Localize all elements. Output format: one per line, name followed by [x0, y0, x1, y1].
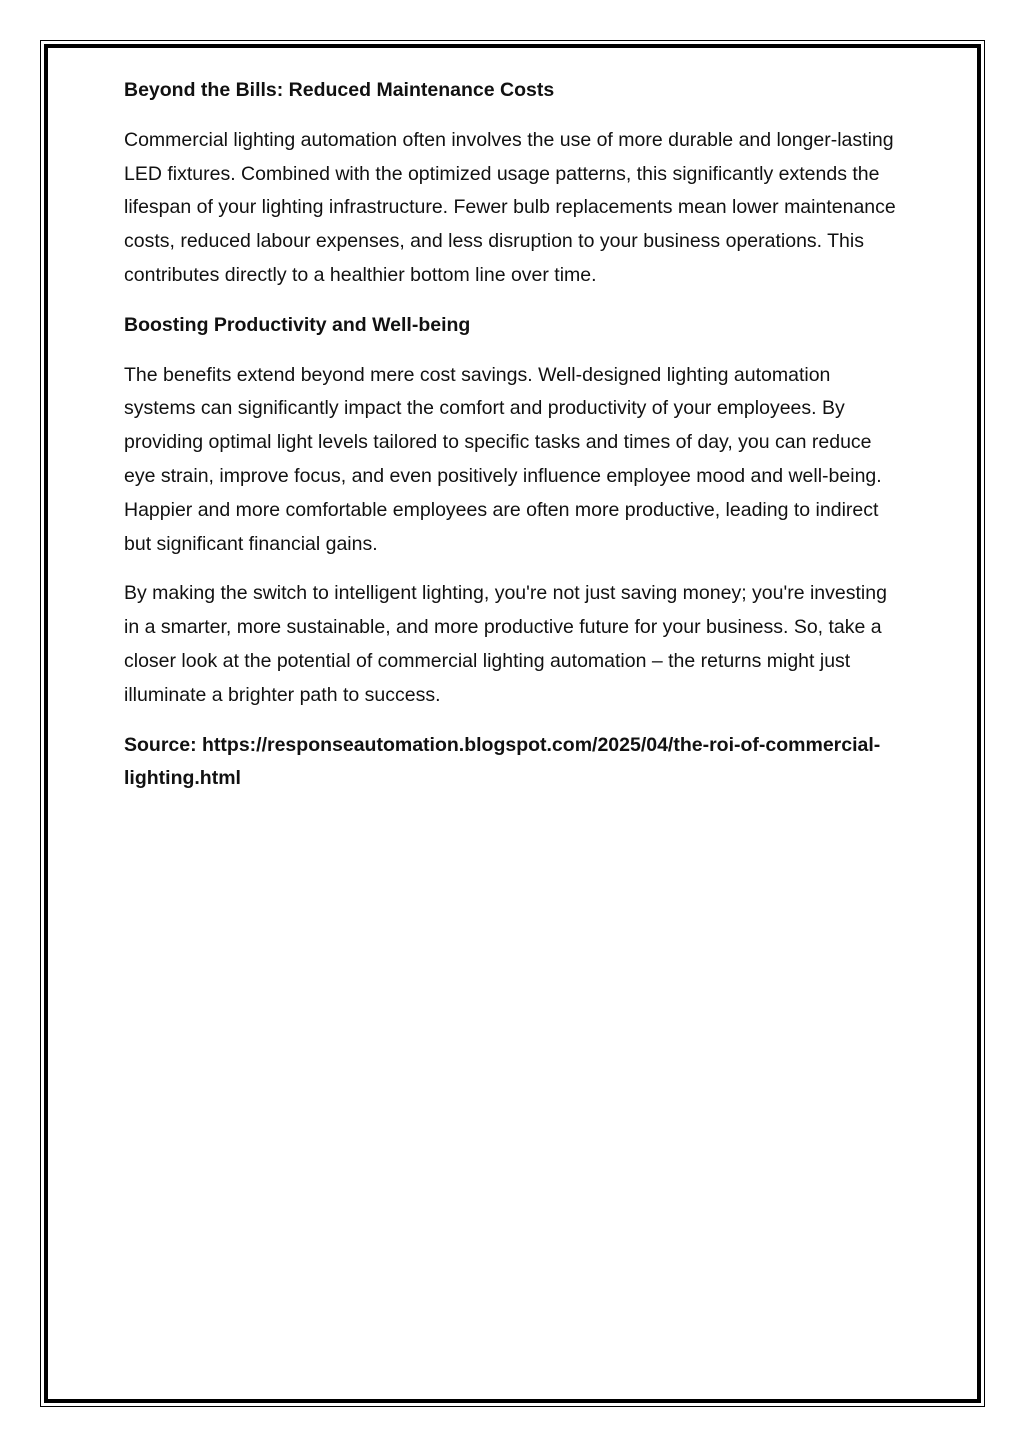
paragraph-maintenance: Commercial lighting automation often involves the use of more durable and longer-lasting LED fixtures. Combined with the optimized usage patterns, this significantly extends the lifespan of your lighting infrastructure. Fewer bulb replacements mean lower maintenance costs, reduced labour expenses, and less disruption to your business operations. This contributes directly to a healthier bottom line over time.: [124, 128, 896, 286]
section-heading-maintenance: Beyond the Bills: Reduced Maintenance Costs: [124, 79, 555, 101]
source-link[interactable]: Source: https://responseautomation.blogspot.com/2025/04/the-roi-of-commercial-lighting.html: [124, 733, 881, 790]
paragraph-productivity: The benefits extend beyond mere cost savings. Well-designed lighting automation systems can significantly impact the comfort and productivity of your employees. By providing optimal light levels tailored to specific tasks and times of day, you can reduce eye strain, improve focus, and even positively influence employee mood and well-being. Happier and more comfortable employees are often more productive, leading to indirect but significant financial gains.: [124, 363, 882, 555]
document-body: [124, 74, 904, 796]
paragraph-conclusion: By making the switch to intelligent lighting, you're not just saving money; you're investing in a smarter, more sustainable, and more productive future for your business. So, take a closer look at the potential of commercial lighting automation – the returns might just illuminate a brighter path to success.: [124, 582, 887, 706]
section-heading-productivity: Boosting Productivity and Well-being: [124, 313, 471, 336]
